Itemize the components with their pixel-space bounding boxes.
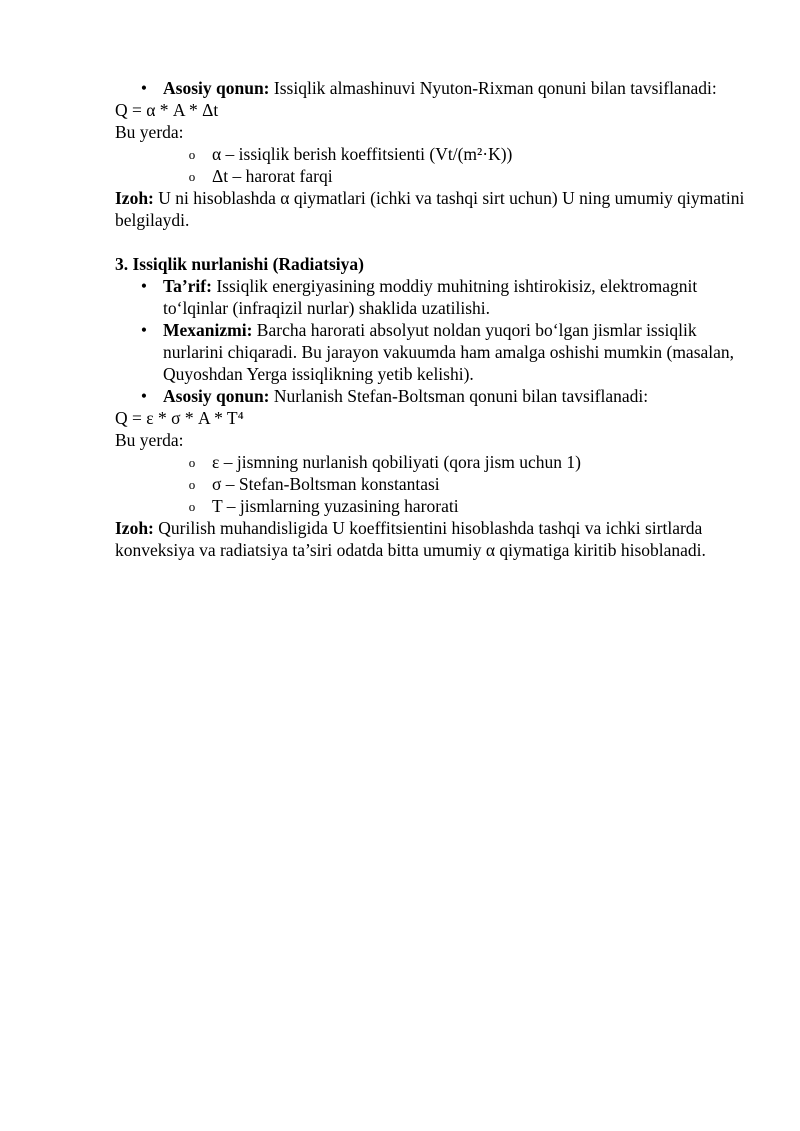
bullet-text: Issiqlik almashinuvi Nyuton-Rixman qonuni bilan tavsiflanadi: <box>269 78 717 98</box>
sub-item-text: T – jismlarning yuzasining harorati <box>212 496 459 516</box>
bullet-text: Nurlanish Stefan-Boltsman qonuni bilan tavsiflanadi: <box>269 386 649 406</box>
bullet-label: Asosiy qonun: <box>163 78 270 98</box>
note-label: Izoh: <box>115 518 154 538</box>
bullet-marker: • <box>140 320 148 340</box>
note-text: Qurilish muhandisligida U koeffitsientini hisoblashda tashqi va ichki sirtlarda konveksiya va radiatsiya ta’siri odatda bitta umumiy α qiymatiga kiritib hisoblanadi. <box>115 518 706 560</box>
document-page <box>115 77 745 561</box>
sub-item <box>115 451 745 473</box>
sub-bullet-marker: o <box>188 499 196 514</box>
bullet-label: Mexanizmi: <box>163 320 253 340</box>
bullet-text: Issiqlik energiyasining moddiy muhitning ishtirokisiz, elektromagnit to‘lqinlar (infraqizil nurlar) shaklida uzatilishi. <box>163 276 698 318</box>
sub-item-text: α – issiqlik berish koeffitsienti (Vt/(m²·K)) <box>212 144 513 164</box>
bullet-item <box>115 385 745 407</box>
bullet-item <box>115 319 745 385</box>
bullet-marker: • <box>140 386 148 406</box>
bullet-item <box>115 77 745 99</box>
formula: Q = ε * σ * A * T⁴ <box>115 408 244 428</box>
sub-item-text: σ – Stefan-Boltsman konstantasi <box>212 474 440 494</box>
sub-item <box>115 165 745 187</box>
section-heading <box>115 253 745 275</box>
sub-item-text: ε – jismning nurlanish qobiliyati (qora jism uchun 1) <box>212 452 581 472</box>
note-label: Izoh: <box>115 188 154 208</box>
bullet-item <box>115 275 745 319</box>
sub-bullet-marker: o <box>188 477 196 492</box>
sub-bullet-marker: o <box>188 455 196 470</box>
sub-item <box>115 495 745 517</box>
sub-bullet-marker: o <box>188 169 196 184</box>
sub-bullet-marker: o <box>188 147 196 162</box>
where-label: Bu yerda: <box>115 122 184 142</box>
note-text: U ni hisoblashda α qiymatlari (ichki va tashqi sirt uchun) U ning umumiy qiymatini belgilaydi. <box>115 188 745 230</box>
sub-item <box>115 143 745 165</box>
formula: Q = α * A * Δt <box>115 100 219 120</box>
section-heading-text: 3. Issiqlik nurlanishi (Radiatsiya) <box>115 254 364 274</box>
where-label: Bu yerda: <box>115 430 184 450</box>
note-paragraph <box>115 187 745 231</box>
spacer <box>115 231 745 253</box>
bullet-text: Barcha harorati absolyut noldan yuqori bo‘lgan jismlar issiqlik nurlarini chiqaradi. Bu jarayon vakuumda ham amalga oshishi mumkin (masalan, Quyoshdan Yerga issiqlikning yetib kelishi). <box>163 320 735 384</box>
bullet-label: Asosiy qonun: <box>163 386 270 406</box>
bullet-marker: • <box>140 78 148 98</box>
note-paragraph <box>115 517 745 561</box>
bullet-marker: • <box>140 276 148 296</box>
sub-item <box>115 473 745 495</box>
sub-item-text: Δt – harorat farqi <box>212 166 333 186</box>
bullet-label: Ta’rif: <box>163 276 212 296</box>
